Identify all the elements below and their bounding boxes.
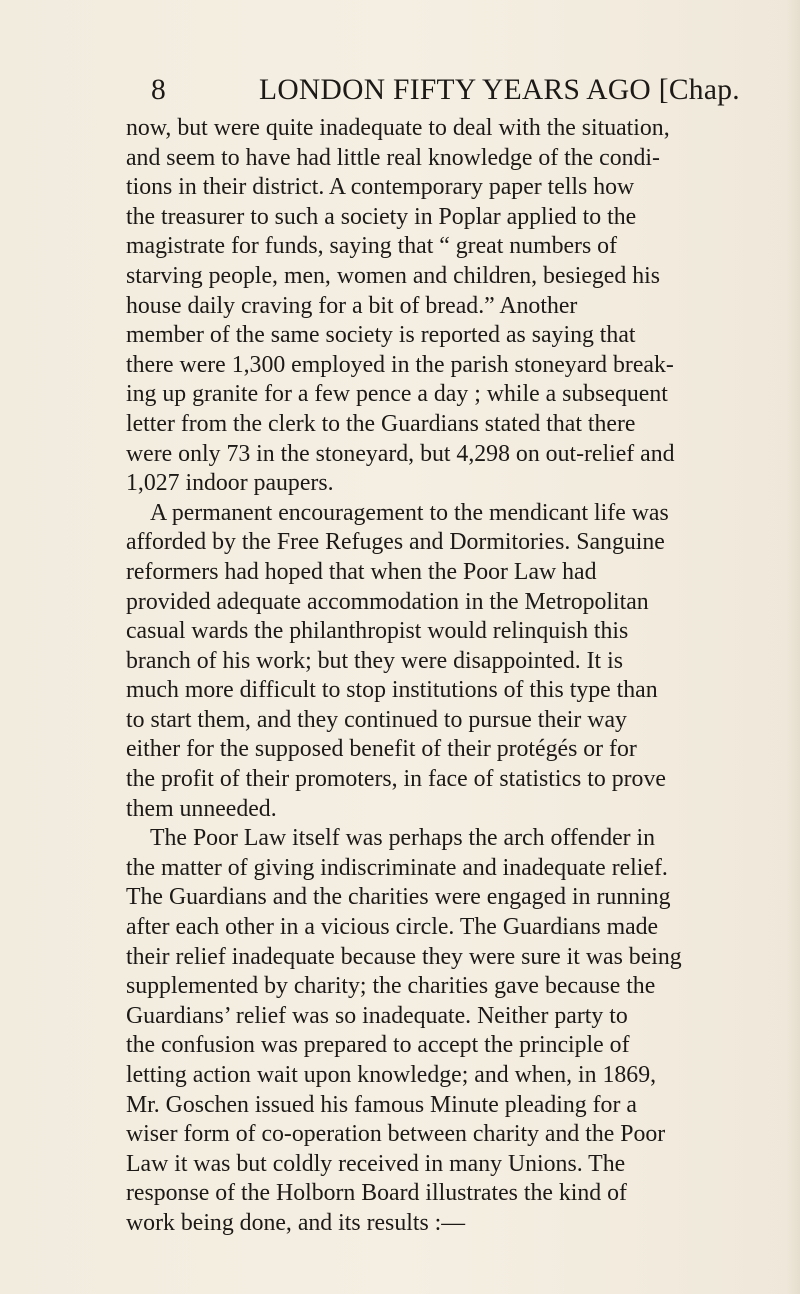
text-line: provided adequate accommodation in the Metropolitan [126, 588, 649, 615]
paragraph-2 [126, 499, 738, 825]
text-line: A permanent encouragement to the mendicant life was [150, 499, 669, 526]
text-line: house daily craving for a bit of bread.” Another [126, 292, 578, 319]
text-line: tions in their district. A contemporary paper tells how [126, 174, 635, 201]
text-line: either for the supposed benefit of their protégés or for [126, 736, 637, 763]
page-header [151, 74, 743, 114]
running-title: LONDON FIFTY YEARS AGO [Chap. [259, 74, 740, 106]
text-line: 1,027 indoor paupers. [126, 470, 334, 497]
text-line: much more difficult to stop institutions of this type than [126, 677, 658, 704]
text-line: were only 73 in the stoneyard, but 4,298 on out-relief and [126, 440, 675, 467]
text-line: work being done, and its results :— [126, 1209, 466, 1236]
text-line: the matter of giving indiscriminate and inadequate relief. [126, 854, 668, 881]
text-line: supplemented by charity; the charities gave because the [126, 973, 656, 1000]
text-line: letting action wait upon knowledge; and when, in 1869, [126, 1062, 657, 1088]
text-line: wiser form of co-operation between charity and the Poor [126, 1121, 666, 1148]
text-line: Law it was but coldly received in many Unions. The [126, 1150, 626, 1177]
text-line: magistrate for funds, saying that “ great numbers of [126, 233, 617, 260]
text-line: Guardians’ relief was so inadequate. Neither party to [126, 1002, 628, 1029]
text-line: member of the same society is reported as saying that [126, 322, 636, 349]
text-line: The Guardians and the charities were engaged in running [126, 884, 671, 911]
body-text [126, 114, 738, 1239]
paragraph-3 [126, 824, 738, 1238]
text-line: the profit of their promoters, in face of statistics to prove [126, 766, 666, 793]
text-line: after each other in a vicious circle. The Guardians made [126, 914, 659, 941]
text-line: reformers had hoped that when the Poor Law had [126, 558, 597, 585]
text-line: to start them, and they continued to pursue their way [126, 706, 627, 733]
text-line: letter from the clerk to the Guardians stated that there [126, 410, 636, 437]
text-line: ing up granite for a few pence a day ; while a subsequent [126, 381, 668, 408]
text-line: response of the Holborn Board illustrates the kind of [126, 1180, 627, 1207]
text-line: casual wards the philanthropist would relinquish this [126, 618, 629, 645]
text-line: there were 1,300 employed in the parish stoneyard break- [126, 351, 674, 378]
text-line: afforded by the Free Refuges and Dormitories. Sanguine [126, 529, 665, 556]
text-line: the confusion was prepared to accept the principle of [126, 1032, 630, 1059]
text-line: their relief inadequate because they were sure it was being [126, 943, 682, 970]
text-line: starving people, men, women and children, besieged his [126, 262, 660, 289]
page-number: 8 [151, 74, 167, 106]
paragraph-1 [126, 114, 738, 499]
page-edge-shadow [786, 0, 800, 1294]
text-line: The Poor Law itself was perhaps the arch offender in [150, 825, 656, 852]
text-line: them unneeded. [126, 795, 277, 822]
text-line: Mr. Goschen issued his famous Minute pleading for a [126, 1091, 637, 1118]
text-line: and seem to have had little real knowledge of the condi- [126, 144, 660, 171]
text-line: now, but were quite inadequate to deal with the situation, [126, 115, 670, 141]
text-line: the treasurer to such a society in Poplar applied to the [126, 203, 637, 230]
text-line: branch of his work; but they were disappointed. It is [126, 647, 623, 674]
